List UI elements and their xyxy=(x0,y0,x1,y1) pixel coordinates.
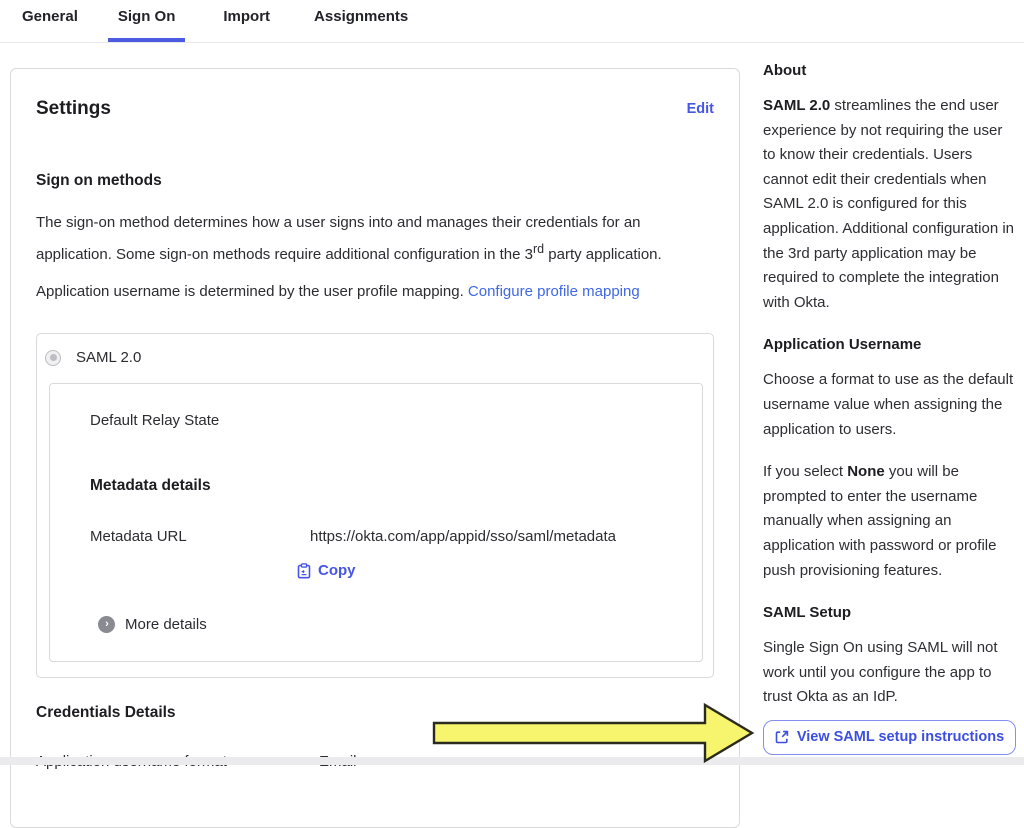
application-username-format-value: Email xyxy=(319,753,357,770)
view-saml-setup-instructions-button[interactable] xyxy=(763,720,1016,755)
tab-sign-on[interactable]: Sign On xyxy=(108,0,186,42)
ordinal-superscript: rd xyxy=(533,242,544,256)
edit-link[interactable]: Edit xyxy=(687,101,714,117)
username-mapping-note xyxy=(36,279,681,305)
settings-card-header xyxy=(36,98,714,120)
help-sidebar xyxy=(763,62,1016,755)
none-note-pre: If you select xyxy=(763,463,847,480)
metadata-url-value: https://okta.com/app/appid/sso/saml/metadata xyxy=(310,528,616,545)
external-link-icon xyxy=(775,730,789,744)
setup-button-label: View SAML setup instructions xyxy=(797,729,1004,745)
application-username-heading: Application Username xyxy=(763,336,1016,353)
metadata-url-row xyxy=(90,528,702,545)
application-username-format-label: Application username format xyxy=(36,753,319,770)
settings-title: Settings xyxy=(36,98,111,120)
sign-on-methods-heading: Sign on methods xyxy=(36,172,714,190)
default-relay-state-label: Default Relay State xyxy=(90,412,702,429)
metadata-details-heading: Metadata details xyxy=(90,477,702,495)
about-heading: About xyxy=(763,62,1016,79)
credentials-details-heading: Credentials Details xyxy=(36,704,714,722)
more-details-expander[interactable] xyxy=(98,616,702,633)
sign-on-description xyxy=(36,210,681,268)
saml-setup-paragraph: Single Sign On using SAML will not work until you configure the app to trust Okta as an IdP. xyxy=(763,636,1016,710)
about-paragraph xyxy=(763,94,1016,315)
about-body-text: streamlines the end user experience by not requiring the user to know their credentials. Users cannot edit their credentials when SAML 2.0 is configured for this application. Additional configuration in the 3rd party application may be required to complete the integration with Okta. xyxy=(763,97,1014,311)
saml-radio-button[interactable] xyxy=(45,350,61,366)
tab-import[interactable]: Import xyxy=(213,0,280,42)
application-username-paragraph-2 xyxy=(763,460,1016,583)
clipboard-copy-icon xyxy=(297,563,311,579)
annotation-arrow-icon xyxy=(428,698,758,765)
metadata-url-label: Metadata URL xyxy=(90,528,310,545)
none-note-post: you will be prompted to enter the username manually when assigning an application with password or profile push provisioning features. xyxy=(763,463,996,578)
tab-general[interactable]: General xyxy=(12,0,88,42)
none-bold-text: None xyxy=(847,463,885,480)
tab-assignments[interactable]: Assignments xyxy=(304,0,418,42)
saml-method-box xyxy=(36,333,714,678)
sign-on-description-tail: party application. xyxy=(544,246,662,263)
copy-label: Copy xyxy=(318,562,356,579)
saml-radio-label: SAML 2.0 xyxy=(76,349,141,366)
saml-details-box xyxy=(49,383,703,662)
configure-profile-mapping-link[interactable]: Configure profile mapping xyxy=(468,283,640,300)
saml-radio-row xyxy=(37,334,713,366)
app-tab-bar xyxy=(0,0,1024,43)
more-details-label: More details xyxy=(125,616,207,633)
chevron-right-icon: › xyxy=(98,616,115,633)
copy-metadata-url-button[interactable] xyxy=(297,562,702,579)
saml-setup-heading: SAML Setup xyxy=(763,604,1016,621)
sign-on-description-text: The sign-on method determines how a user signs into and manages their credentials for an application. Some sign-on methods require additional configuration in the 3 xyxy=(36,214,641,263)
about-bold-text: SAML 2.0 xyxy=(763,97,830,114)
application-username-paragraph-1: Choose a format to use as the default username value when assigning the application to users. xyxy=(763,368,1016,442)
username-mapping-text: Application username is determined by the user profile mapping. xyxy=(36,283,468,300)
